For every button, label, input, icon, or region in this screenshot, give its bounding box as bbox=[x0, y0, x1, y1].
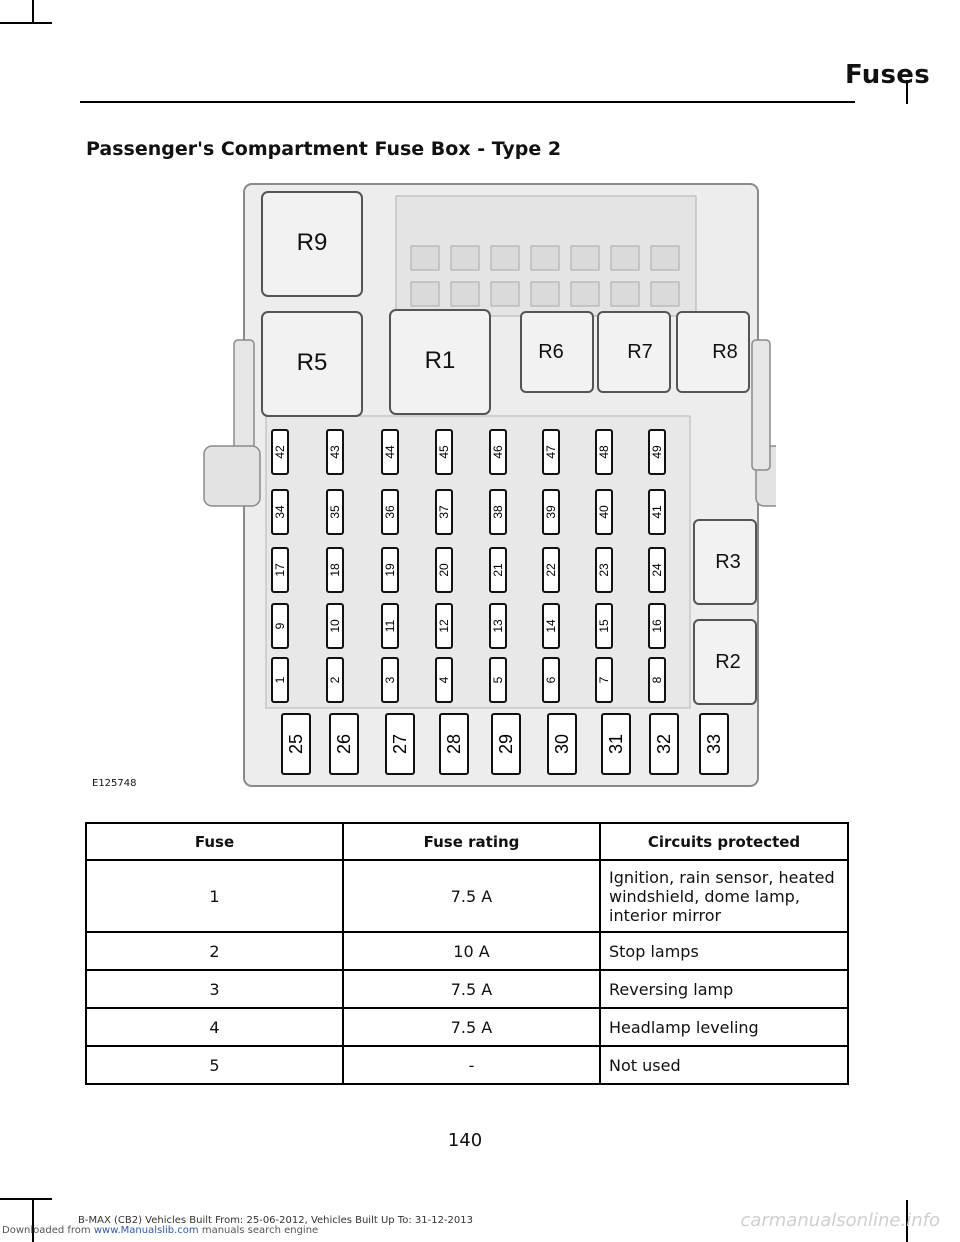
fuse-4 bbox=[436, 658, 452, 702]
relay-r3 bbox=[694, 520, 756, 604]
fuse-14 bbox=[543, 604, 559, 648]
fuse-label: 44 bbox=[383, 445, 397, 459]
fuse-44 bbox=[382, 430, 398, 474]
fuse-label: 13 bbox=[491, 619, 505, 633]
figure-id: E125748 bbox=[92, 778, 137, 789]
crop-mark bbox=[0, 22, 52, 24]
housing-grid-cell bbox=[611, 246, 639, 270]
maxi-fuse-label: 29 bbox=[496, 733, 516, 755]
fuse-42 bbox=[272, 430, 288, 474]
housing-grid-cell bbox=[411, 246, 439, 270]
manualslib-link[interactable]: www.Manualslib.com bbox=[93, 1225, 199, 1236]
fuse-34 bbox=[272, 490, 288, 534]
relay-r5 bbox=[262, 312, 362, 416]
header-circuits-protected: Circuits protected bbox=[600, 823, 848, 860]
fuse-40 bbox=[596, 490, 612, 534]
relay-r7-label: R7 bbox=[627, 341, 653, 363]
header-fuse-rating: Fuse rating bbox=[343, 823, 600, 860]
fuse-label: 3 bbox=[383, 676, 397, 684]
relay-r6-label: R6 bbox=[538, 341, 564, 363]
circuits-cell: Headlamp leveling bbox=[600, 1008, 848, 1046]
fuse-label: 12 bbox=[437, 619, 451, 633]
fuse-21 bbox=[490, 548, 506, 592]
fuse-label: 34 bbox=[273, 505, 287, 519]
fuse-label: 48 bbox=[597, 445, 611, 459]
header-fuse: Fuse bbox=[86, 823, 343, 860]
fuse-12 bbox=[436, 604, 452, 648]
maxi-fuse-29 bbox=[492, 714, 520, 774]
fuse-label: 23 bbox=[597, 563, 611, 577]
circuits-cell: Stop lamps bbox=[600, 932, 848, 970]
table-row bbox=[86, 970, 848, 1008]
fuse-38 bbox=[490, 490, 506, 534]
fuse-46 bbox=[490, 430, 506, 474]
maxi-fuse-label: 26 bbox=[334, 733, 354, 755]
fuse-label: 24 bbox=[650, 563, 664, 577]
fuse-17 bbox=[272, 548, 288, 592]
fuse-49 bbox=[649, 430, 665, 474]
maxi-fuse-label: 27 bbox=[390, 733, 410, 755]
housing-grid-cell bbox=[651, 246, 679, 270]
fuse-label: 4 bbox=[437, 676, 451, 684]
fuse-label: 7 bbox=[597, 676, 611, 684]
fuse-35 bbox=[327, 490, 343, 534]
relay-r8 bbox=[677, 312, 749, 392]
relay-r3-label: R3 bbox=[715, 551, 741, 573]
housing-grid-cell bbox=[491, 282, 519, 306]
maxi-fuse-27 bbox=[386, 714, 414, 774]
download-note bbox=[2, 1225, 318, 1236]
fuse-label: 49 bbox=[650, 445, 664, 459]
table-row bbox=[86, 1046, 848, 1084]
table-row bbox=[86, 860, 848, 932]
fuse-rating-cell: - bbox=[343, 1046, 600, 1084]
fuse-18 bbox=[327, 548, 343, 592]
watermark: carmanualsonline.info bbox=[740, 1210, 940, 1231]
housing-grid-cell bbox=[571, 282, 599, 306]
fuse-label: 46 bbox=[491, 445, 505, 459]
fuse-16 bbox=[649, 604, 665, 648]
maxi-fuse-25 bbox=[282, 714, 310, 774]
housing-grid-cell bbox=[531, 246, 559, 270]
fuse-11 bbox=[382, 604, 398, 648]
maxi-fuse-label: 31 bbox=[606, 733, 626, 755]
fuse-24 bbox=[649, 548, 665, 592]
fuse-box-diagram bbox=[196, 180, 776, 790]
side-clip-left bbox=[204, 446, 260, 506]
fuse-label: 11 bbox=[383, 619, 397, 633]
fuse-47 bbox=[543, 430, 559, 474]
maxi-fuse-label: 32 bbox=[654, 733, 674, 755]
housing-grid-cell bbox=[411, 282, 439, 306]
fuse-label: 39 bbox=[544, 505, 558, 519]
fuse-number-cell: 1 bbox=[86, 860, 343, 932]
fuse-39 bbox=[543, 490, 559, 534]
relay-r5-label: R5 bbox=[296, 349, 328, 376]
fuse-45 bbox=[436, 430, 452, 474]
fuse-number-cell: 3 bbox=[86, 970, 343, 1008]
maxi-fuse-label: 25 bbox=[286, 733, 306, 755]
fuse-label: 45 bbox=[437, 445, 451, 459]
circuits-cell: Ignition, rain sensor, heated windshield, dome lamp, interior mirror bbox=[600, 860, 848, 932]
maxi-fuse-33 bbox=[700, 714, 728, 774]
maxi-fuse-32 bbox=[650, 714, 678, 774]
maxi-fuse-label: 30 bbox=[552, 733, 572, 755]
fuse-20 bbox=[436, 548, 452, 592]
table-header-row bbox=[86, 823, 848, 860]
relay-r7 bbox=[598, 312, 670, 392]
fuse-label: 22 bbox=[544, 563, 558, 577]
fuse-36 bbox=[382, 490, 398, 534]
circuits-cell: Reversing lamp bbox=[600, 970, 848, 1008]
fuse-label: 36 bbox=[383, 505, 397, 519]
relay-r6 bbox=[521, 312, 593, 392]
housing-grid-cell bbox=[491, 246, 519, 270]
fuse-label: 8 bbox=[650, 676, 664, 684]
housing-grid-cell bbox=[651, 282, 679, 306]
fuse-label: 14 bbox=[544, 619, 558, 633]
relay-r2-label: R2 bbox=[715, 651, 741, 673]
fuse-10 bbox=[327, 604, 343, 648]
relay-r9 bbox=[262, 192, 362, 296]
page-number: 140 bbox=[447, 1130, 483, 1151]
fuse-number-cell: 5 bbox=[86, 1046, 343, 1084]
housing-grid-cell bbox=[571, 246, 599, 270]
fuse-15 bbox=[596, 604, 612, 648]
maxi-fuse-label: 28 bbox=[444, 733, 464, 755]
fuse-8 bbox=[649, 658, 665, 702]
fuse-label: 1 bbox=[273, 676, 287, 684]
chapter-title: Fuses bbox=[844, 60, 930, 90]
fuse-label: 41 bbox=[650, 505, 664, 519]
table-row bbox=[86, 932, 848, 970]
fuse-label: 21 bbox=[491, 563, 505, 577]
fuse-label: 15 bbox=[597, 619, 611, 633]
fuse-6 bbox=[543, 658, 559, 702]
fuse-1 bbox=[272, 658, 288, 702]
fuse-label: 42 bbox=[273, 445, 287, 459]
fuse-2 bbox=[327, 658, 343, 702]
fuse-label: 40 bbox=[597, 505, 611, 519]
housing-grid-cell bbox=[611, 282, 639, 306]
fuse-rating-cell: 7.5 A bbox=[343, 970, 600, 1008]
fuse-number-cell: 4 bbox=[86, 1008, 343, 1046]
relay-r1-label: R1 bbox=[424, 347, 456, 374]
fuse-label: 18 bbox=[328, 563, 342, 577]
fuse-label: 9 bbox=[273, 622, 287, 630]
fuse-9 bbox=[272, 604, 288, 648]
title-divider bbox=[80, 101, 855, 103]
crop-mark bbox=[32, 0, 34, 24]
download-prefix: Downloaded from bbox=[2, 1225, 91, 1236]
relay-r9-label: R9 bbox=[296, 229, 328, 256]
fuse-label: 5 bbox=[491, 676, 505, 684]
fuse-13 bbox=[490, 604, 506, 648]
fuse-rating-cell: 10 A bbox=[343, 932, 600, 970]
fuse-23 bbox=[596, 548, 612, 592]
table-row bbox=[86, 1008, 848, 1046]
relay-r1 bbox=[390, 310, 490, 414]
maxi-fuse-28 bbox=[440, 714, 468, 774]
fuse-label: 20 bbox=[437, 563, 451, 577]
fuse-37 bbox=[436, 490, 452, 534]
housing-grid-cell bbox=[451, 246, 479, 270]
maxi-fuse-31 bbox=[602, 714, 630, 774]
fuse-label: 38 bbox=[491, 505, 505, 519]
housing-grid-cell bbox=[451, 282, 479, 306]
fuse-label: 6 bbox=[544, 676, 558, 684]
crop-mark bbox=[0, 1198, 52, 1200]
relay-r2 bbox=[694, 620, 756, 704]
fuse-label: 37 bbox=[437, 505, 451, 519]
fuse-label: 43 bbox=[328, 445, 342, 459]
fuse-rating-cell: 7.5 A bbox=[343, 860, 600, 932]
fuse-label: 10 bbox=[328, 619, 342, 633]
fuse-label: 19 bbox=[383, 563, 397, 577]
download-suffix: manuals search engine bbox=[201, 1225, 319, 1236]
fuse-label: 16 bbox=[650, 619, 664, 633]
fuse-22 bbox=[543, 548, 559, 592]
fuse-number-cell: 2 bbox=[86, 932, 343, 970]
fuse-table bbox=[85, 822, 849, 1085]
housing-grid-cell bbox=[531, 282, 559, 306]
maxi-fuse-26 bbox=[330, 714, 358, 774]
fuse-43 bbox=[327, 430, 343, 474]
fuse-rating-cell: 7.5 A bbox=[343, 1008, 600, 1046]
fuse-7 bbox=[596, 658, 612, 702]
vehicle-build-note: B-MAX (CB2) Vehicles Built From: 25-06-2012, Vehicles Built Up To: 31-12-2013 bbox=[78, 1215, 473, 1226]
fuse-label: 2 bbox=[328, 676, 342, 684]
maxi-fuse-label: 33 bbox=[704, 733, 724, 755]
fuse-label: 47 bbox=[544, 445, 558, 459]
side-tab-right bbox=[752, 340, 770, 470]
fuse-48 bbox=[596, 430, 612, 474]
fuse-41 bbox=[649, 490, 665, 534]
fuse-label: 35 bbox=[328, 505, 342, 519]
fuse-19 bbox=[382, 548, 398, 592]
fuse-3 bbox=[382, 658, 398, 702]
section-heading: Passenger's Compartment Fuse Box - Type 2 bbox=[86, 138, 562, 160]
fuse-5 bbox=[490, 658, 506, 702]
fuse-label: 17 bbox=[273, 563, 287, 577]
relay-r8-label: R8 bbox=[712, 341, 738, 363]
circuits-cell: Not used bbox=[600, 1046, 848, 1084]
maxi-fuse-30 bbox=[548, 714, 576, 774]
